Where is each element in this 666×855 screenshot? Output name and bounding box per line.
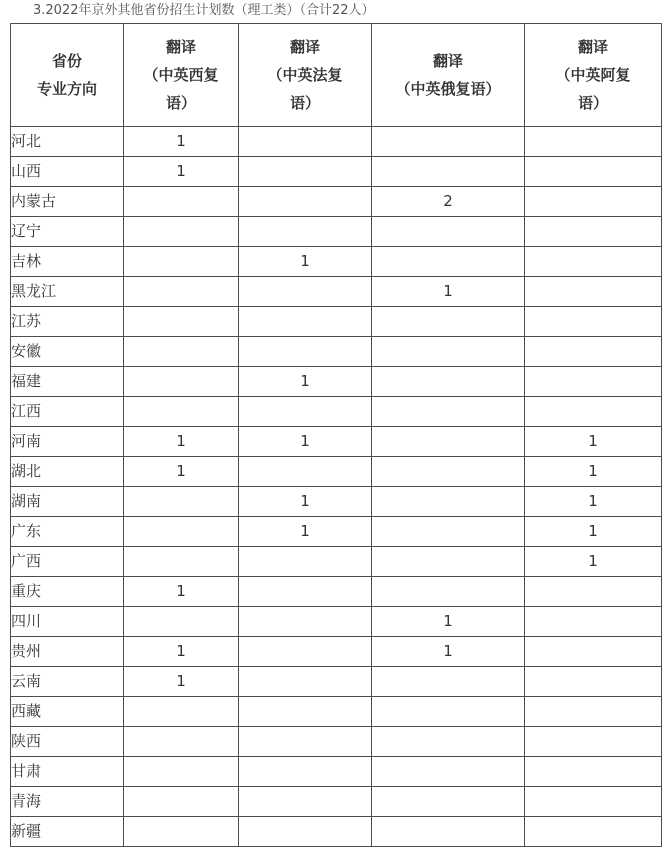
quota-cell-spanish <box>124 517 239 547</box>
quota-cell-french <box>239 787 372 817</box>
quota-cell-spanish <box>124 547 239 577</box>
province-cell: 辽宁 <box>11 217 124 247</box>
province-cell: 甘肃 <box>11 757 124 787</box>
quota-cell-french <box>239 127 372 157</box>
header-arabic-line-1: 翻译 <box>577 38 608 56</box>
quota-cell-french <box>239 667 372 697</box>
table-body <box>11 127 662 847</box>
quota-cell-french <box>239 277 372 307</box>
quota-cell-spanish <box>124 247 239 277</box>
quota-cell-arabic <box>525 697 662 727</box>
header-arabic-line-3: 语） <box>577 94 608 112</box>
quota-cell-spanish <box>124 337 239 367</box>
quota-cell-arabic <box>525 397 662 427</box>
quota-cell-french: 1 <box>239 427 372 457</box>
quota-cell-french <box>239 757 372 787</box>
quota-cell-arabic <box>525 757 662 787</box>
quota-cell-french <box>239 187 372 217</box>
province-cell: 山西 <box>11 157 124 187</box>
quota-cell-russian <box>372 487 525 517</box>
quota-cell-russian: 1 <box>372 637 525 667</box>
quota-cell-arabic: 1 <box>525 457 662 487</box>
header-spanish-line-2: （中英西复 <box>143 66 219 84</box>
table-row <box>11 547 662 577</box>
quota-cell-french <box>239 577 372 607</box>
table-row <box>11 577 662 607</box>
quota-cell-russian <box>372 217 525 247</box>
quota-cell-spanish <box>124 307 239 337</box>
quota-cell-french <box>239 607 372 637</box>
province-cell: 重庆 <box>11 577 124 607</box>
province-cell: 江苏 <box>11 307 124 337</box>
province-cell: 青海 <box>11 787 124 817</box>
quota-cell-spanish <box>124 187 239 217</box>
quota-cell-arabic <box>525 577 662 607</box>
quota-cell-french <box>239 817 372 847</box>
header-french-line-3: 语） <box>289 94 320 112</box>
quota-cell-french <box>239 217 372 247</box>
quota-cell-french <box>239 337 372 367</box>
quota-cell-russian <box>372 787 525 817</box>
table-row <box>11 217 662 247</box>
quota-cell-spanish <box>124 697 239 727</box>
province-cell: 吉林 <box>11 247 124 277</box>
quota-cell-russian <box>372 427 525 457</box>
quota-cell-russian <box>372 517 525 547</box>
header-province-line-1: 省份 <box>51 52 82 70</box>
province-cell: 福建 <box>11 367 124 397</box>
quota-cell-russian <box>372 127 525 157</box>
header-arabic <box>525 24 662 127</box>
quota-cell-french <box>239 637 372 667</box>
table-row <box>11 757 662 787</box>
quota-cell-russian <box>372 157 525 187</box>
province-cell: 云南 <box>11 667 124 697</box>
quota-cell-arabic <box>525 607 662 637</box>
quota-cell-french: 1 <box>239 487 372 517</box>
quota-cell-spanish <box>124 397 239 427</box>
table-row <box>11 607 662 637</box>
province-cell: 河北 <box>11 127 124 157</box>
quota-cell-french <box>239 727 372 757</box>
quota-cell-russian: 2 <box>372 187 525 217</box>
table-row <box>11 277 662 307</box>
quota-cell-arabic <box>525 667 662 697</box>
table-row <box>11 487 662 517</box>
quota-cell-spanish: 1 <box>124 637 239 667</box>
quota-cell-spanish: 1 <box>124 127 239 157</box>
quota-cell-arabic: 1 <box>525 517 662 547</box>
table-row <box>11 697 662 727</box>
quota-cell-spanish <box>124 217 239 247</box>
quota-cell-spanish <box>124 607 239 637</box>
quota-cell-spanish <box>124 367 239 397</box>
quota-cell-spanish <box>124 277 239 307</box>
quota-cell-russian <box>372 307 525 337</box>
quota-cell-spanish: 1 <box>124 427 239 457</box>
header-french <box>239 24 372 127</box>
quota-cell-french: 1 <box>239 367 372 397</box>
header-spanish-line-3: 语） <box>165 94 196 112</box>
header-russian <box>372 24 525 127</box>
quota-cell-spanish: 1 <box>124 667 239 697</box>
quota-cell-russian: 1 <box>372 277 525 307</box>
quota-cell-arabic <box>525 277 662 307</box>
quota-cell-arabic <box>525 247 662 277</box>
province-cell: 西藏 <box>11 697 124 727</box>
quota-cell-arabic: 1 <box>525 427 662 457</box>
table-row <box>11 337 662 367</box>
quota-cell-french <box>239 397 372 427</box>
quota-cell-spanish: 1 <box>124 577 239 607</box>
quota-cell-french <box>239 157 372 187</box>
quota-cell-arabic: 1 <box>525 547 662 577</box>
quota-cell-russian <box>372 697 525 727</box>
quota-cell-french <box>239 547 372 577</box>
quota-cell-spanish <box>124 487 239 517</box>
header-russian-line-1: 翻译 <box>432 52 463 70</box>
quota-cell-spanish <box>124 787 239 817</box>
header-row <box>11 24 662 127</box>
quota-cell-spanish: 1 <box>124 157 239 187</box>
quota-cell-russian <box>372 667 525 697</box>
table-row <box>11 457 662 487</box>
header-french-line-2: （中英法复 <box>267 66 343 84</box>
quota-cell-arabic <box>525 817 662 847</box>
quota-cell-russian <box>372 367 525 397</box>
quota-cell-french <box>239 457 372 487</box>
header-province-line-2: 专业方向 <box>36 80 97 98</box>
quota-cell-arabic <box>525 157 662 187</box>
province-cell: 黑龙江 <box>11 277 124 307</box>
province-cell: 河南 <box>11 427 124 457</box>
quota-cell-spanish <box>124 757 239 787</box>
header-russian-line-2: （中英俄复语） <box>395 80 501 98</box>
header-french-line-1: 翻译 <box>289 38 320 56</box>
quota-cell-arabic <box>525 187 662 217</box>
quota-cell-russian <box>372 757 525 787</box>
quota-cell-arabic <box>525 367 662 397</box>
quota-cell-spanish <box>124 817 239 847</box>
table-row <box>11 517 662 547</box>
province-cell: 湖南 <box>11 487 124 517</box>
table-row <box>11 367 662 397</box>
header-arabic-line-2: （中英阿复 <box>555 66 631 84</box>
quota-cell-french: 1 <box>239 517 372 547</box>
quota-cell-french <box>239 307 372 337</box>
province-cell: 江西 <box>11 397 124 427</box>
table-row <box>11 397 662 427</box>
quota-cell-russian <box>372 547 525 577</box>
quota-cell-arabic <box>525 217 662 247</box>
quota-cell-russian <box>372 577 525 607</box>
province-cell: 安徽 <box>11 337 124 367</box>
province-cell: 新疆 <box>11 817 124 847</box>
quota-cell-arabic <box>525 637 662 667</box>
quota-cell-russian <box>372 337 525 367</box>
table-header <box>11 24 662 127</box>
header-spanish-line-1: 翻译 <box>165 38 196 56</box>
quota-cell-french: 1 <box>239 247 372 277</box>
table-caption: 3.2022年京外其他省份招生计划数（理工类）（合计22人） <box>33 3 375 18</box>
province-cell: 广东 <box>11 517 124 547</box>
table-row <box>11 667 662 697</box>
table-row <box>11 307 662 337</box>
province-cell: 贵州 <box>11 637 124 667</box>
table-row <box>11 247 662 277</box>
quota-cell-russian <box>372 457 525 487</box>
quota-cell-arabic: 1 <box>525 487 662 517</box>
province-cell: 广西 <box>11 547 124 577</box>
header-province <box>11 24 124 127</box>
table-row <box>11 817 662 847</box>
quota-cell-arabic <box>525 307 662 337</box>
enrollment-plan-table <box>10 23 662 847</box>
province-cell: 陕西 <box>11 727 124 757</box>
quota-cell-russian: 1 <box>372 607 525 637</box>
quota-cell-russian <box>372 727 525 757</box>
quota-cell-russian <box>372 397 525 427</box>
table-row <box>11 427 662 457</box>
quota-cell-russian <box>372 817 525 847</box>
table-row <box>11 187 662 217</box>
quota-cell-spanish: 1 <box>124 457 239 487</box>
quota-cell-arabic <box>525 127 662 157</box>
table-row <box>11 157 662 187</box>
quota-cell-arabic <box>525 337 662 367</box>
quota-cell-arabic <box>525 787 662 817</box>
province-cell: 内蒙古 <box>11 187 124 217</box>
table-row <box>11 637 662 667</box>
quota-cell-french <box>239 697 372 727</box>
header-spanish <box>124 24 239 127</box>
table-row <box>11 787 662 817</box>
province-cell: 湖北 <box>11 457 124 487</box>
table-row <box>11 127 662 157</box>
province-cell: 四川 <box>11 607 124 637</box>
quota-cell-russian <box>372 247 525 277</box>
quota-cell-spanish <box>124 727 239 757</box>
quota-cell-arabic <box>525 727 662 757</box>
table-row <box>11 727 662 757</box>
